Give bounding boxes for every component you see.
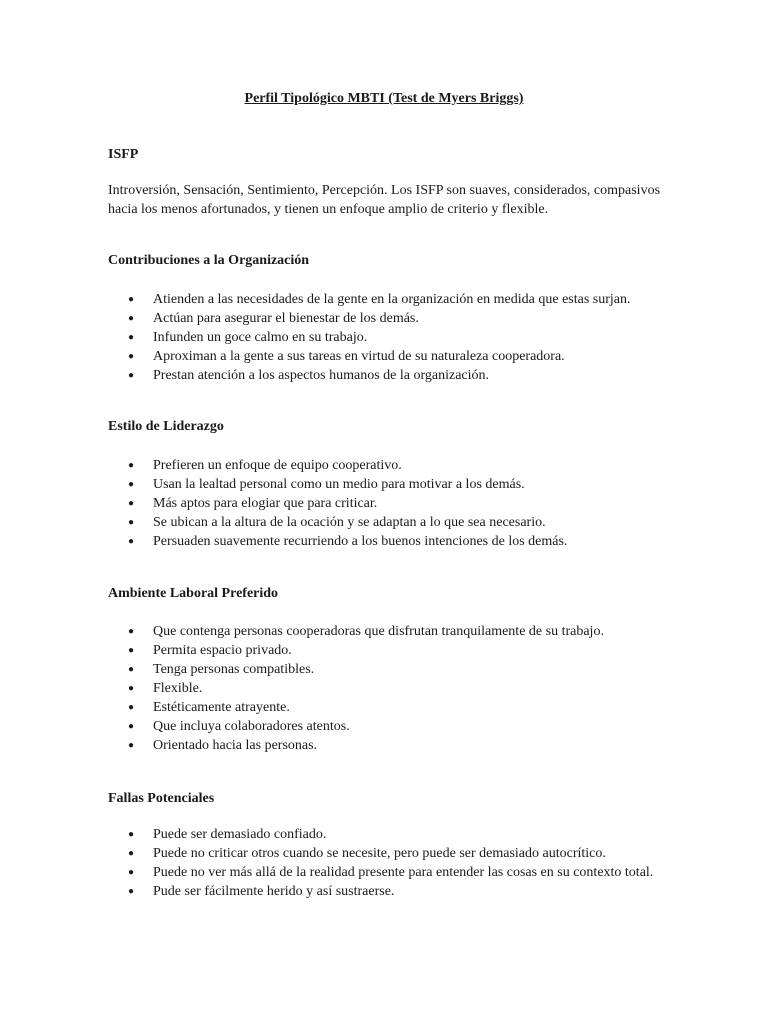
ambiente-list — [108, 623, 660, 756]
list-item: ● Atienden a las necesidades de la gente en la organización en medida que estas surjan. — [108, 291, 660, 309]
page-title: Perfil Tipológico MBTI (Test de Myers Briggs) — [244, 91, 524, 106]
section-heading-fallas: Fallas Potenciales — [108, 791, 215, 806]
section-heading-contribuciones: Contribuciones a la Organización — [108, 253, 310, 268]
list-item: ● Puede ser demasiado confiado. — [108, 826, 660, 844]
list-item: ● Puede no ver más allá de la realidad presente para entender las cosas en su contexto total. — [108, 864, 660, 882]
list-item: ● Infunden un goce calmo en su trabajo. — [108, 329, 660, 347]
list-item: ● Tenga personas compatibles. — [108, 661, 660, 679]
contribuciones-list — [108, 291, 660, 386]
list-item: ● Pude ser fácilmente herido y así sustraerse. — [108, 883, 660, 901]
list-item: ● Permita espacio privado. — [108, 642, 660, 660]
list-item: ● Flexible. — [108, 680, 660, 698]
list-item: ● Usan la lealtad personal como un medio para motivar a los demás. — [108, 476, 660, 494]
list-item: ● Que incluya colaboradores atentos. — [108, 718, 660, 736]
list-item: ● Prefieren un enfoque de equipo cooperativo. — [108, 457, 660, 475]
list-item: ● Se ubican a la altura de la ocación y se adaptan a lo que sea necesario. — [108, 514, 660, 532]
liderazgo-list — [108, 457, 660, 552]
list-item: ● Persuaden suavemente recurriendo a los buenos intenciones de los demás. — [108, 533, 660, 551]
list-item: ● Actúan para asegurar el bienestar de los demás. — [108, 310, 660, 328]
section-heading-liderazgo: Estilo de Liderazgo — [108, 419, 224, 434]
list-item: ● Orientado hacia las personas. — [108, 737, 660, 755]
list-item: ● Puede no criticar otros cuando se necesite, pero puede ser demasiado autocrítico. — [108, 845, 660, 863]
list-item: ● Que contenga personas cooperadoras que disfrutan tranquilamente de su trabajo. — [108, 623, 660, 641]
list-item: ● Aproximan a la gente a sus tareas en virtud de su naturaleza cooperadora. — [108, 348, 660, 366]
list-item: ● Prestan atención a los aspectos humanos de la organización. — [108, 367, 660, 385]
section-heading-ambiente: Ambiente Laboral Preferido — [108, 586, 279, 601]
fallas-list — [108, 826, 660, 902]
list-item: ● Estéticamente atrayente. — [108, 699, 660, 717]
intro-paragraph: Introversión, Sensación, Sentimiento, Percepción. Los ISFP son suaves, considerados, compasivos hacia los menos afortunados, y tienen un enfoque amplio de criterio y flexible. — [108, 183, 661, 217]
type-code-heading: ISFP — [108, 147, 139, 162]
list-item: ● Más aptos para elogiar que para criticar. — [108, 495, 660, 513]
